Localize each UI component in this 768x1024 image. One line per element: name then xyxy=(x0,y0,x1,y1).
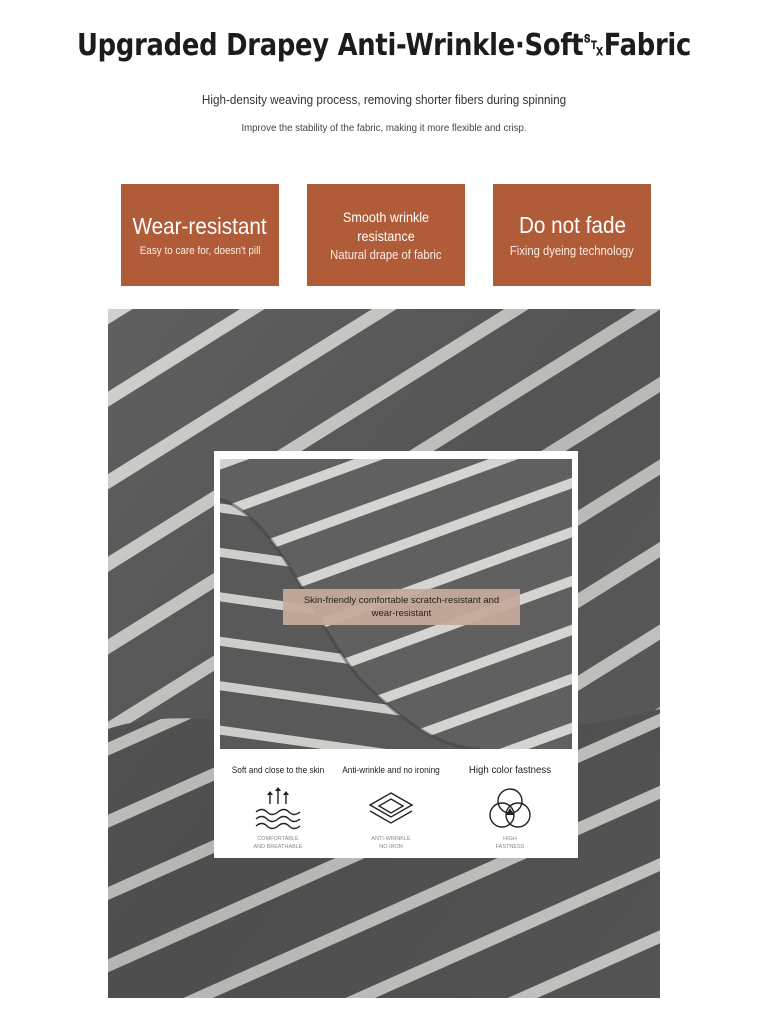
card-title: Smooth wrinkle resistance xyxy=(342,209,430,244)
feature-card-wrinkle-resistance xyxy=(307,184,465,286)
card-title: Wear-resistant xyxy=(132,213,268,239)
feature-caption: COMFORTABLE AND BREATHABLE xyxy=(253,836,303,850)
feature-card-wear-resistant xyxy=(121,184,279,286)
card-subtitle: Natural drape of fabric xyxy=(330,248,442,262)
fabric-closeup-photo xyxy=(220,459,572,749)
venn-circles-icon xyxy=(455,785,565,833)
fabric-label-box: Skin-friendly comfortable scratch-resistant and wear-resistant xyxy=(283,589,520,625)
subtitle-line-1: High-density weaving process, removing shorter fibers during spinning xyxy=(201,92,567,107)
page-title: Upgraded Drapey Anti-Wrinkle·Soft␂Fabric xyxy=(76,28,692,63)
feature-anti-wrinkle xyxy=(336,757,446,851)
feature-soft-skin xyxy=(223,757,333,851)
inset-panel xyxy=(214,451,578,858)
feature-title: High color fastness xyxy=(468,764,552,776)
card-subtitle: Fixing dyeing technology xyxy=(510,244,634,258)
layers-icon xyxy=(336,785,446,833)
card-subtitle: Easy to care for, doesn't pill xyxy=(139,245,261,257)
subtitle-line-2: Improve the stability of the fabric, making it more flexible and crisp. xyxy=(241,122,527,134)
feature-caption: HIGH FASTNESS xyxy=(495,836,525,850)
feature-title: Soft and close to the skin xyxy=(231,765,325,775)
card-title: Do not fade xyxy=(518,212,626,238)
waves-arrows-icon xyxy=(223,785,333,833)
feature-title: Anti-wrinkle and no ironing xyxy=(342,765,440,775)
feature-color-fastness xyxy=(455,757,565,851)
feature-caption: ANTI-WRINKLE NO IRON xyxy=(371,836,411,850)
feature-card-do-not-fade xyxy=(493,184,651,286)
